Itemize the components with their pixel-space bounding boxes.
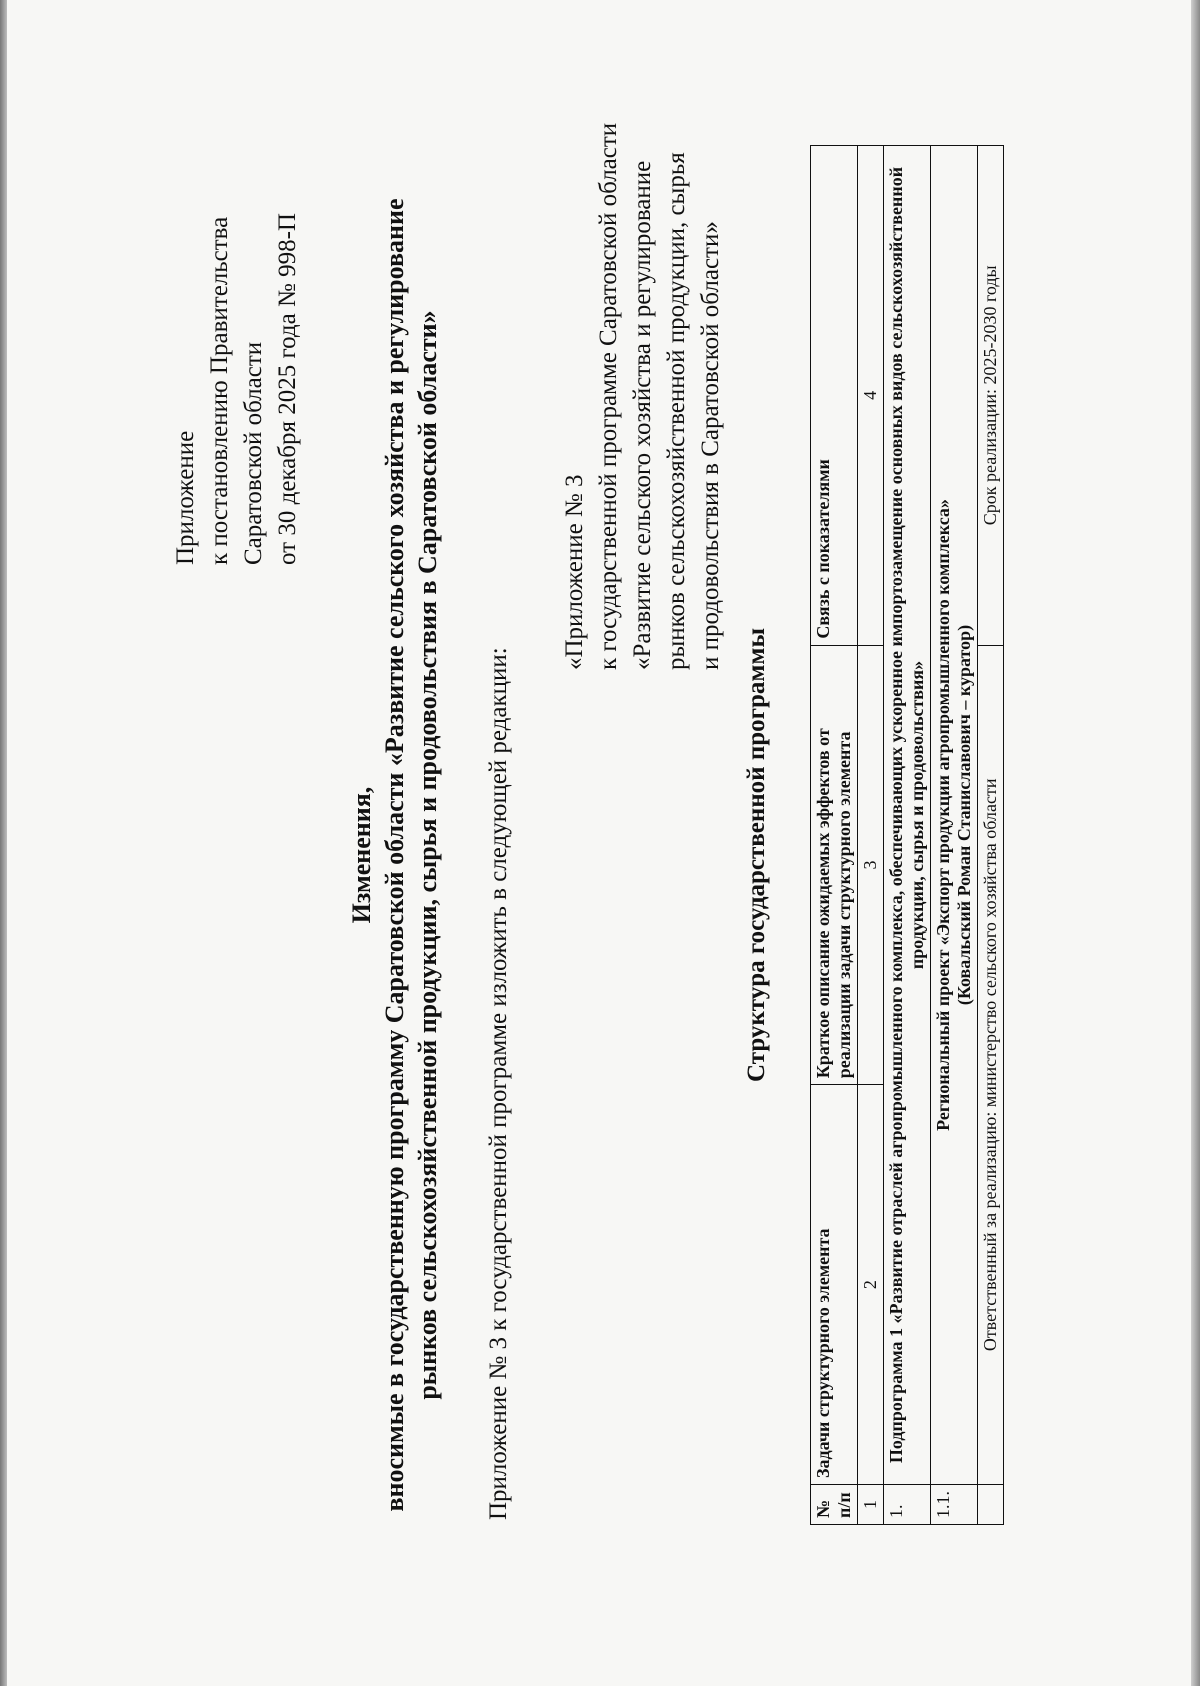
- col-number: 4: [858, 146, 884, 646]
- annex-line: к государственной программе Саратовской области: [595, 122, 622, 670]
- project-cell: [931, 146, 978, 1485]
- title-line-3: рынков сельскохозяйственной продукции, сырья и продовольствия в Саратовской области»: [413, 310, 442, 1400]
- row-num-empty: [978, 1485, 1004, 1525]
- table-row-subprogram: [884, 146, 931, 1525]
- header-effects: Краткое описание ожидаемых эффектов от реализации задачи структурного элемента: [811, 645, 858, 1085]
- header-num: № п/п: [811, 1485, 858, 1525]
- appendix-line: Приложение: [172, 430, 199, 565]
- appendix-block: [169, 213, 305, 565]
- structure-title: Структура государственной программы: [743, 628, 770, 1082]
- title-line-1: Изменения,: [347, 786, 376, 924]
- table-row-project: [931, 146, 978, 1525]
- appendix-line: от 30 декабря 2025 года № 998-П: [274, 213, 301, 565]
- subprogram-text: Подпрограмма 1 «Развитие отраслей агропромышленного комплекса, обеспечивающих ускоренное импортозамещение основных видов сельскохозяйственной продукции, сырья и продовольствия»: [884, 146, 931, 1485]
- table-column-numbers-row: [858, 146, 884, 1525]
- rotated-page: [40, 105, 1170, 1605]
- intro-text: Приложение № 3 к государственной программе изложить в следующей редакции:: [485, 647, 512, 1520]
- document-title: [345, 105, 444, 1605]
- scan-left-edge: [0, 0, 7, 1686]
- annex-line: рынков сельскохозяйственной продукции, сырья: [663, 152, 690, 670]
- appendix-line: Саратовской области: [240, 341, 267, 565]
- col-number: 2: [858, 1085, 884, 1485]
- header-tasks: Задачи структурного элемента: [811, 1085, 858, 1485]
- row-num: 1.: [884, 1485, 931, 1525]
- annex-line: «Приложение № 3: [561, 474, 588, 670]
- row-num: 1.1.: [931, 1485, 978, 1525]
- header-link: Связь с показателями: [811, 146, 858, 646]
- appendix-line: к постановлению Правительства: [206, 216, 233, 565]
- title-line-2: вносимые в государственную программу Саратовской области «Развитие сельского хозяйства и регулирование: [380, 198, 409, 1512]
- structure-table: [810, 145, 1004, 1525]
- project-curator: (Ковальский Роман Станиславович – куратор): [954, 624, 974, 1006]
- annex-line: и продовольствия в Саратовской области»: [697, 221, 724, 670]
- responsible-text: Ответственный за реализацию: министерство сельского хозяйства области: [978, 645, 1004, 1484]
- table-header-row: [811, 146, 858, 1525]
- col-number: 3: [858, 645, 884, 1085]
- term-text: Срок реализации: 2025-2030 годы: [978, 146, 1004, 646]
- scan-right-edge: [1191, 0, 1200, 1686]
- annex-line: «Развитие сельского хозяйства и регулирование: [629, 160, 656, 670]
- project-text: Региональный проект «Экспорт продукции агропромышленного комплекса»: [933, 499, 953, 1131]
- table-row-responsible: [978, 146, 1004, 1525]
- col-number: 1: [858, 1485, 884, 1525]
- annex-block: [558, 122, 728, 670]
